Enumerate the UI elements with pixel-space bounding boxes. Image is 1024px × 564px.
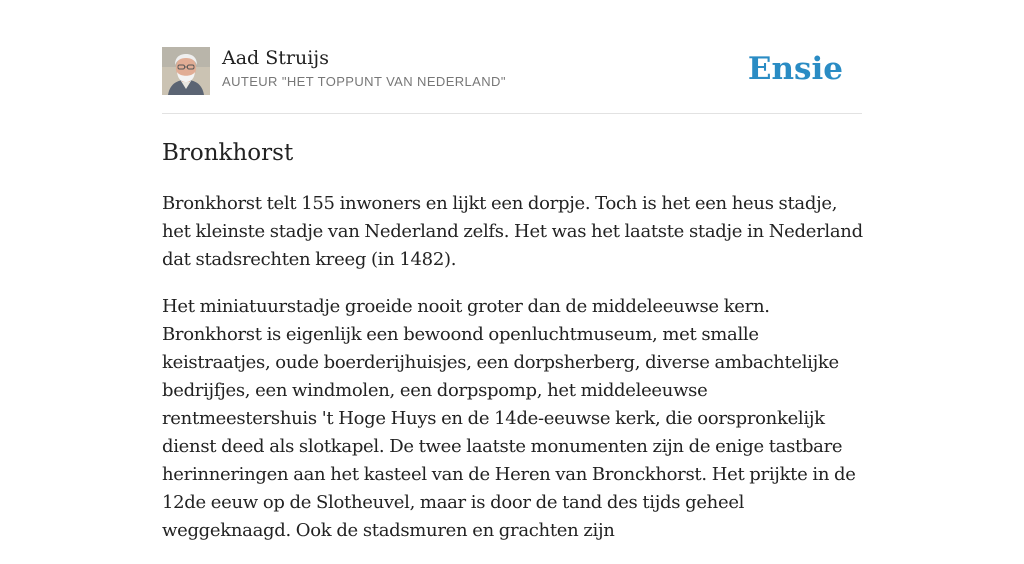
article-paragraph: Het miniatuurstadje groeide nooit groter dan de middeleeuwse kern. Bronkhorst is eigenlijk een bewoond openluchtmuseum, met smalle keistraatjes, oude boerderijhuisjes, een dorpsherberg, diverse ambachtelijke bedrijfjes, een windmolen, een dorpspomp, het middeleeuwse rentmeestershuis 't Hoge Huys en de 14de-eeuwse kerk, die oorspronkelijk dienst deed als slotkapel. De twee laatste monumenten zijn de enige tastbare herinneringen aan het kasteel van de Heren van Bronckhorst. Het prijkte in de 12de eeuw op de Slotheuvel, maar is door de tand des tijds geheel weggeknaagd. Ook de stadsmuren en grachten zijn (162, 296, 856, 541)
article-body (162, 190, 867, 564)
author-header (162, 46, 862, 96)
ensie-logo[interactable]: Ensie (747, 51, 843, 87)
avatar-photo-icon (162, 47, 210, 95)
author-role: AUTEUR "HET TOPPUNT VAN NEDERLAND" (222, 74, 506, 89)
author-name[interactable]: Aad Struijs (222, 47, 329, 69)
article-paragraph: Bronkhorst telt 155 inwoners en lijkt een dorpje. Toch is het een heus stadje, het kleinste stadje van Nederland zelfs. Het was het laatste stadje in Nederland dat stadsrechten kreeg (in 1482). (162, 193, 863, 270)
article-title: Bronkhorst (162, 140, 294, 166)
author-avatar[interactable] (162, 47, 210, 95)
header-divider (162, 113, 862, 114)
